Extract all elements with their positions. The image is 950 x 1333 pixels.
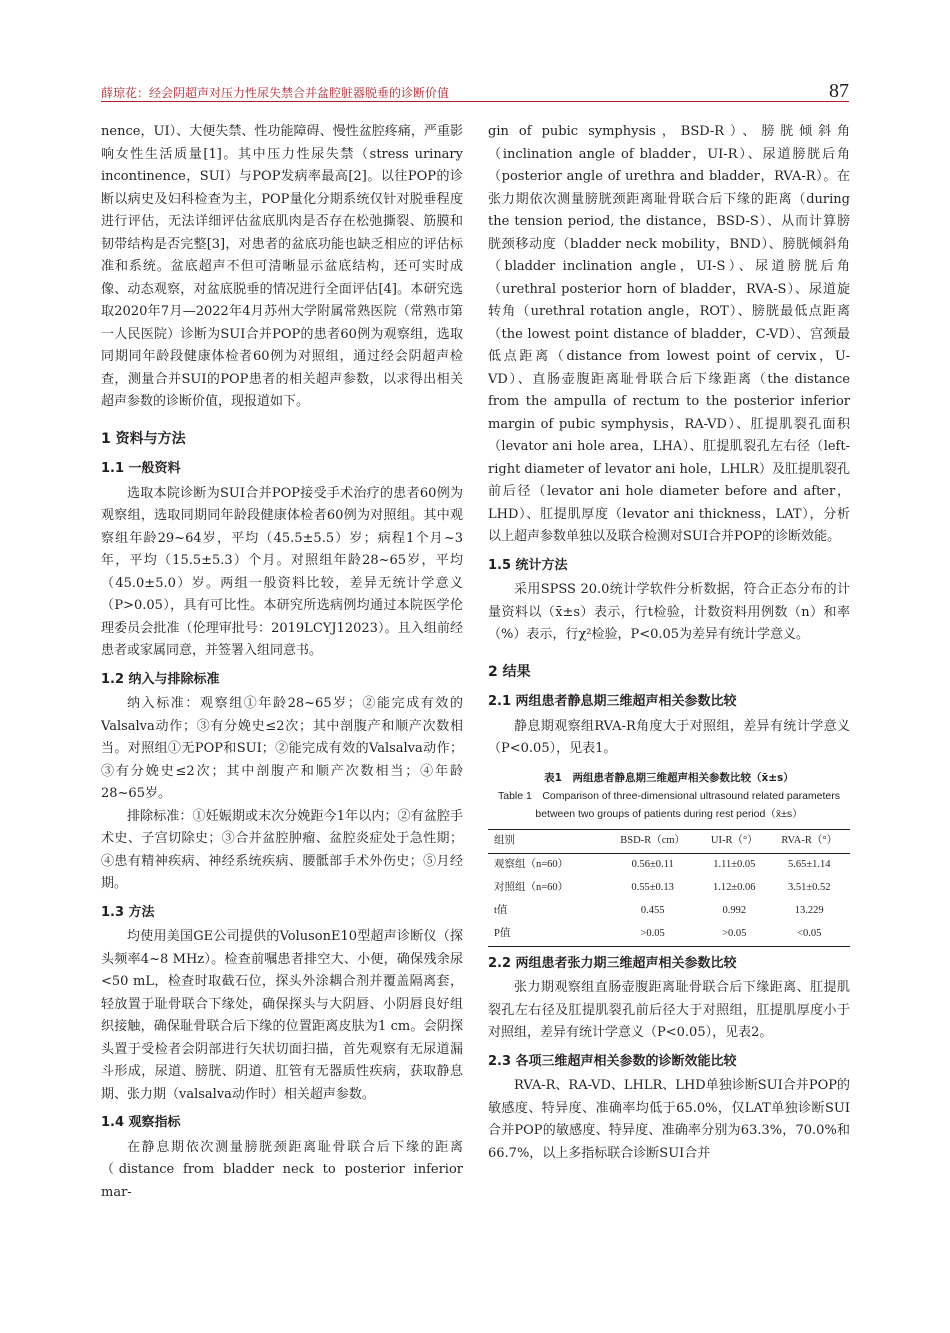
table-cell: 13.229	[794, 904, 824, 916]
page-number: 87	[829, 80, 849, 102]
right-column	[488, 121, 850, 1165]
table-cell: <0.05	[797, 927, 822, 939]
header-rule	[101, 101, 849, 102]
table-cell: 0.992	[722, 904, 747, 916]
section-2-3-heading: 2.3 各项三维超声相关参数的诊断效能比较	[488, 1053, 737, 1069]
table-cell: P值	[494, 927, 511, 939]
table-row	[488, 853, 850, 877]
table-row	[488, 923, 850, 947]
section-2-1-heading: 2.1 两组患者静息期三维超声相关参数比较	[488, 694, 737, 709]
running-header	[101, 80, 849, 110]
table-header: BSD-R（cm）	[620, 834, 686, 846]
intro-paragraph: nence，UI）、大便失禁、性功能障碍、慢性盆腔疼痛，严重影响女性生活质量[1]。其中压力性尿失禁（stress urinary incontinence，SUI）与POP发病率最高[2]。以往POP的诊断以病史及妇科检查为主，POP量化分期系统仅针对脱垂程度进行评估，无法详细评估盆底肌肉是否存在松弛撕裂、筋膜和韧带结构是否完整[3]，对患者的盆底功能也缺乏相应的评估标准和系统。盆底超声不但可清晰显示盆底结构，还可实时成像、动态观察，对盆底脱垂的情况进行全面评估[4]。本研究选取2020年7月—2022年4月苏州大学附属常熟医院（常熟市第一人民医院）诊断为SUI合并POP的患者60例为观察组，选取同期同年龄段健康体检者60例为对照组，通过经会阴超声检查，测量合并SUI的POP患者的相关超声参数，以求得出相关超声参数的诊断价值，现报道如下。	[101, 124, 463, 409]
table-row	[488, 877, 850, 900]
table-cell: >0.05	[640, 927, 665, 939]
header-title: 薛琼花：经会阴超声对压力性尿失禁合并盆腔脏器脱垂的诊断价值	[101, 86, 450, 100]
exclusion-paragraph: 排除标准：①妊娠期或末次分娩距今1年以内；②有盆腔手术史、子宫切除史；③合并盆腔肿瘤、盆腔炎症处于急性期；④患有精神疾病、神经系统疾病、腰骶部手术外伤史；⑤月经期。	[101, 808, 463, 891]
section-1-3-paragraph: 均使用美国GE公司提供的VolusonE10型超声诊断仪（探头频率4~8 MHz）。检查前嘱患者排空大、小便，确保残余尿<50 mL，检查时取截石位，探头外涂耦合剂并覆盖隔离套，轻放置于耻骨联合下缘处，确保探头与大阴唇、小阴唇良好组织接触，确保耻骨联合后下缘的位置距离皮肤为1 cm。会阴探头置于受检者会阴部进行矢状切面扫描，首先观察有无尿道漏斗形成，尿道、膀胱、阴道、肛管有无器质性疾病，获取静息期、张力期（valsalva动作时）相关超声参数。	[101, 929, 463, 1102]
section-1-4-paragraph: 在静息期依次测量膀胱颈距离耻骨联合后下缘的距离（distance from bladder neck to posterior inferior mar-	[101, 1139, 463, 1200]
section-1-4-heading: 1.4 观察指标	[101, 1115, 181, 1130]
table-1-caption-cn: 表1 两组患者静息期三维超声相关参数比较（x̄±s）	[544, 771, 794, 784]
section-1-5-heading: 1.5 统计方法	[488, 557, 568, 573]
table-cell: 5.65±1.14	[787, 858, 831, 870]
section-1-1-heading: 1.1 一般资料	[101, 461, 181, 476]
inclusion-paragraph: 纳入标准：观察组①年龄28~65岁；②能完成有效的Valsalva动作；③有分娩史≤2次；其中剖腹产和顺产次数相当。对照组①无POP和SUI；②能完成有效的Valsalva动作；③有分娩史≤2次；其中剖腹产和顺产次数相当；④年龄28~65岁。	[101, 696, 463, 801]
left-column	[101, 121, 463, 1204]
section-1-1-paragraph: 选取本院诊断为SUI合并POP接受手术治疗的患者60例为观察组，选取同期同年龄段健康体检者60例为对照组。其中观察组年龄29~64岁，平均（45.5±5.5）岁；病程1个月~3年，平均（15.5±5.3）个月。对照组年龄28~65岁，平均（45.0±5.0）岁。两组一般资料比较，差异无统计学意义（P>0.05），具有可比性。本研究所选病例均通过本院医学伦理委员会批准（伦理审批号：2019LCYJ12023）。且入组前经患者或家属同意，并签署入组同意书。	[101, 485, 463, 658]
table-1	[488, 829, 850, 947]
table-row	[488, 900, 850, 923]
table-header: RVA-R（°）	[781, 834, 838, 846]
table-header: UI-R（°）	[710, 834, 758, 846]
table-header: 组别	[494, 834, 515, 846]
section-1-3-heading: 1.3 方法	[101, 904, 155, 920]
table-cell: >0.05	[722, 927, 747, 939]
section-2-3-paragraph: RVA-R、RA-VD、LHLR、LHD单独诊断SUI合并POP的敏感度、特异度、准确率均低于65.0%，仅LAT单独诊断SUI合并POP的敏感度、特异度、准确率分别为63.3%，70.0%和66.7%，以上多指标联合诊断SUI合并	[488, 1078, 850, 1161]
section-1-2-heading: 1.2 纳入与排除标准	[101, 671, 220, 687]
table-cell: 对照组（n=60）	[494, 881, 569, 893]
section-2-2-heading: 2.2 两组患者张力期三维超声相关参数比较	[488, 955, 737, 971]
table-1-caption	[488, 769, 850, 823]
section-2-heading: 2 结果	[488, 663, 531, 680]
table-cell: 0.56±0.11	[631, 858, 674, 870]
section-2-2-paragraph: 张力期观察组直肠壶腹距离耻骨联合后下缘距离、肛提肌裂孔左右径及肛提肌裂孔前后径大于对照组，肛提肌厚度小于对照组，差异有统计学意义（P<0.05），见表2。	[488, 980, 850, 1040]
table-cell: 0.455	[640, 904, 665, 916]
table-cell: 3.51±0.52	[787, 881, 831, 893]
section-1-heading: 1 资料与方法	[101, 430, 186, 447]
section-2-1-paragraph: 静息期观察组RVA-R角度大于对照组，差异有统计学意义（P<0.05），见表1。	[488, 718, 850, 756]
table-cell: 1.12±0.06	[713, 881, 756, 893]
table-header-row	[488, 829, 850, 853]
continued-paragraph: gin of pubic symphysis，BSD-R）、膀胱倾斜角（inclination angle of bladder，UI-R）、尿道膀胱后角（posterior angle of urethra and bladder，RVA-R）。在张力期依次测量膀胱颈距离耻骨联合后下缘的距离（during the tension period, the distance，BSD-S）、从而计算膀胱颈移动度（bladder neck mobility，BND）、膀胱倾斜角（bladder inclination angle，UI-S）、尿道膀胱后角（urethral posterior horn of bladder，RVA-S）、尿道旋转角（urethral rotation angle，ROT）、膀胱最低点距离（the lowest point distance of bladder，C-VD）、宫颈最低点距离（distance from lowest point of cervix，U-VD）、直肠壶腹距离耻骨联合后下缘距离（the distance from the ampulla of rectum to the posterior inferior margin of pubic symphysis，RA-VD）、肛提肌裂孔面积（levator ani hole area，LHA）、肛提肌裂孔左右径（left-right diameter of levator ani hole，LHLR）及肛提肌裂孔前后径（levator ani hole diameter before and after，LHD）、肛提肌厚度（levator ani thickness，LAT），分析以上超声参数单独以及联合检测对SUI合并POP的诊断效能。	[488, 124, 850, 544]
table-cell: 0.55±0.13	[631, 881, 674, 893]
table-cell: 1.11±0.05	[713, 858, 756, 870]
table-cell: t值	[494, 904, 508, 916]
table-cell: 观察组（n=60）	[494, 858, 569, 870]
section-1-5-paragraph: 采用SPSS 20.0统计学软件分析数据，符合正态分布的计量资料以（x̄±s）表示，行t检验，计数资料用例数（n）和率（%）表示，行χ²检验，P<0.05为差异有统计学意义。	[488, 582, 850, 642]
table-1-caption-en: Table 1 Comparison of three-dimensional ultrasound related parameters between two groups of patients during rest period（x̄±s）	[497, 789, 840, 820]
